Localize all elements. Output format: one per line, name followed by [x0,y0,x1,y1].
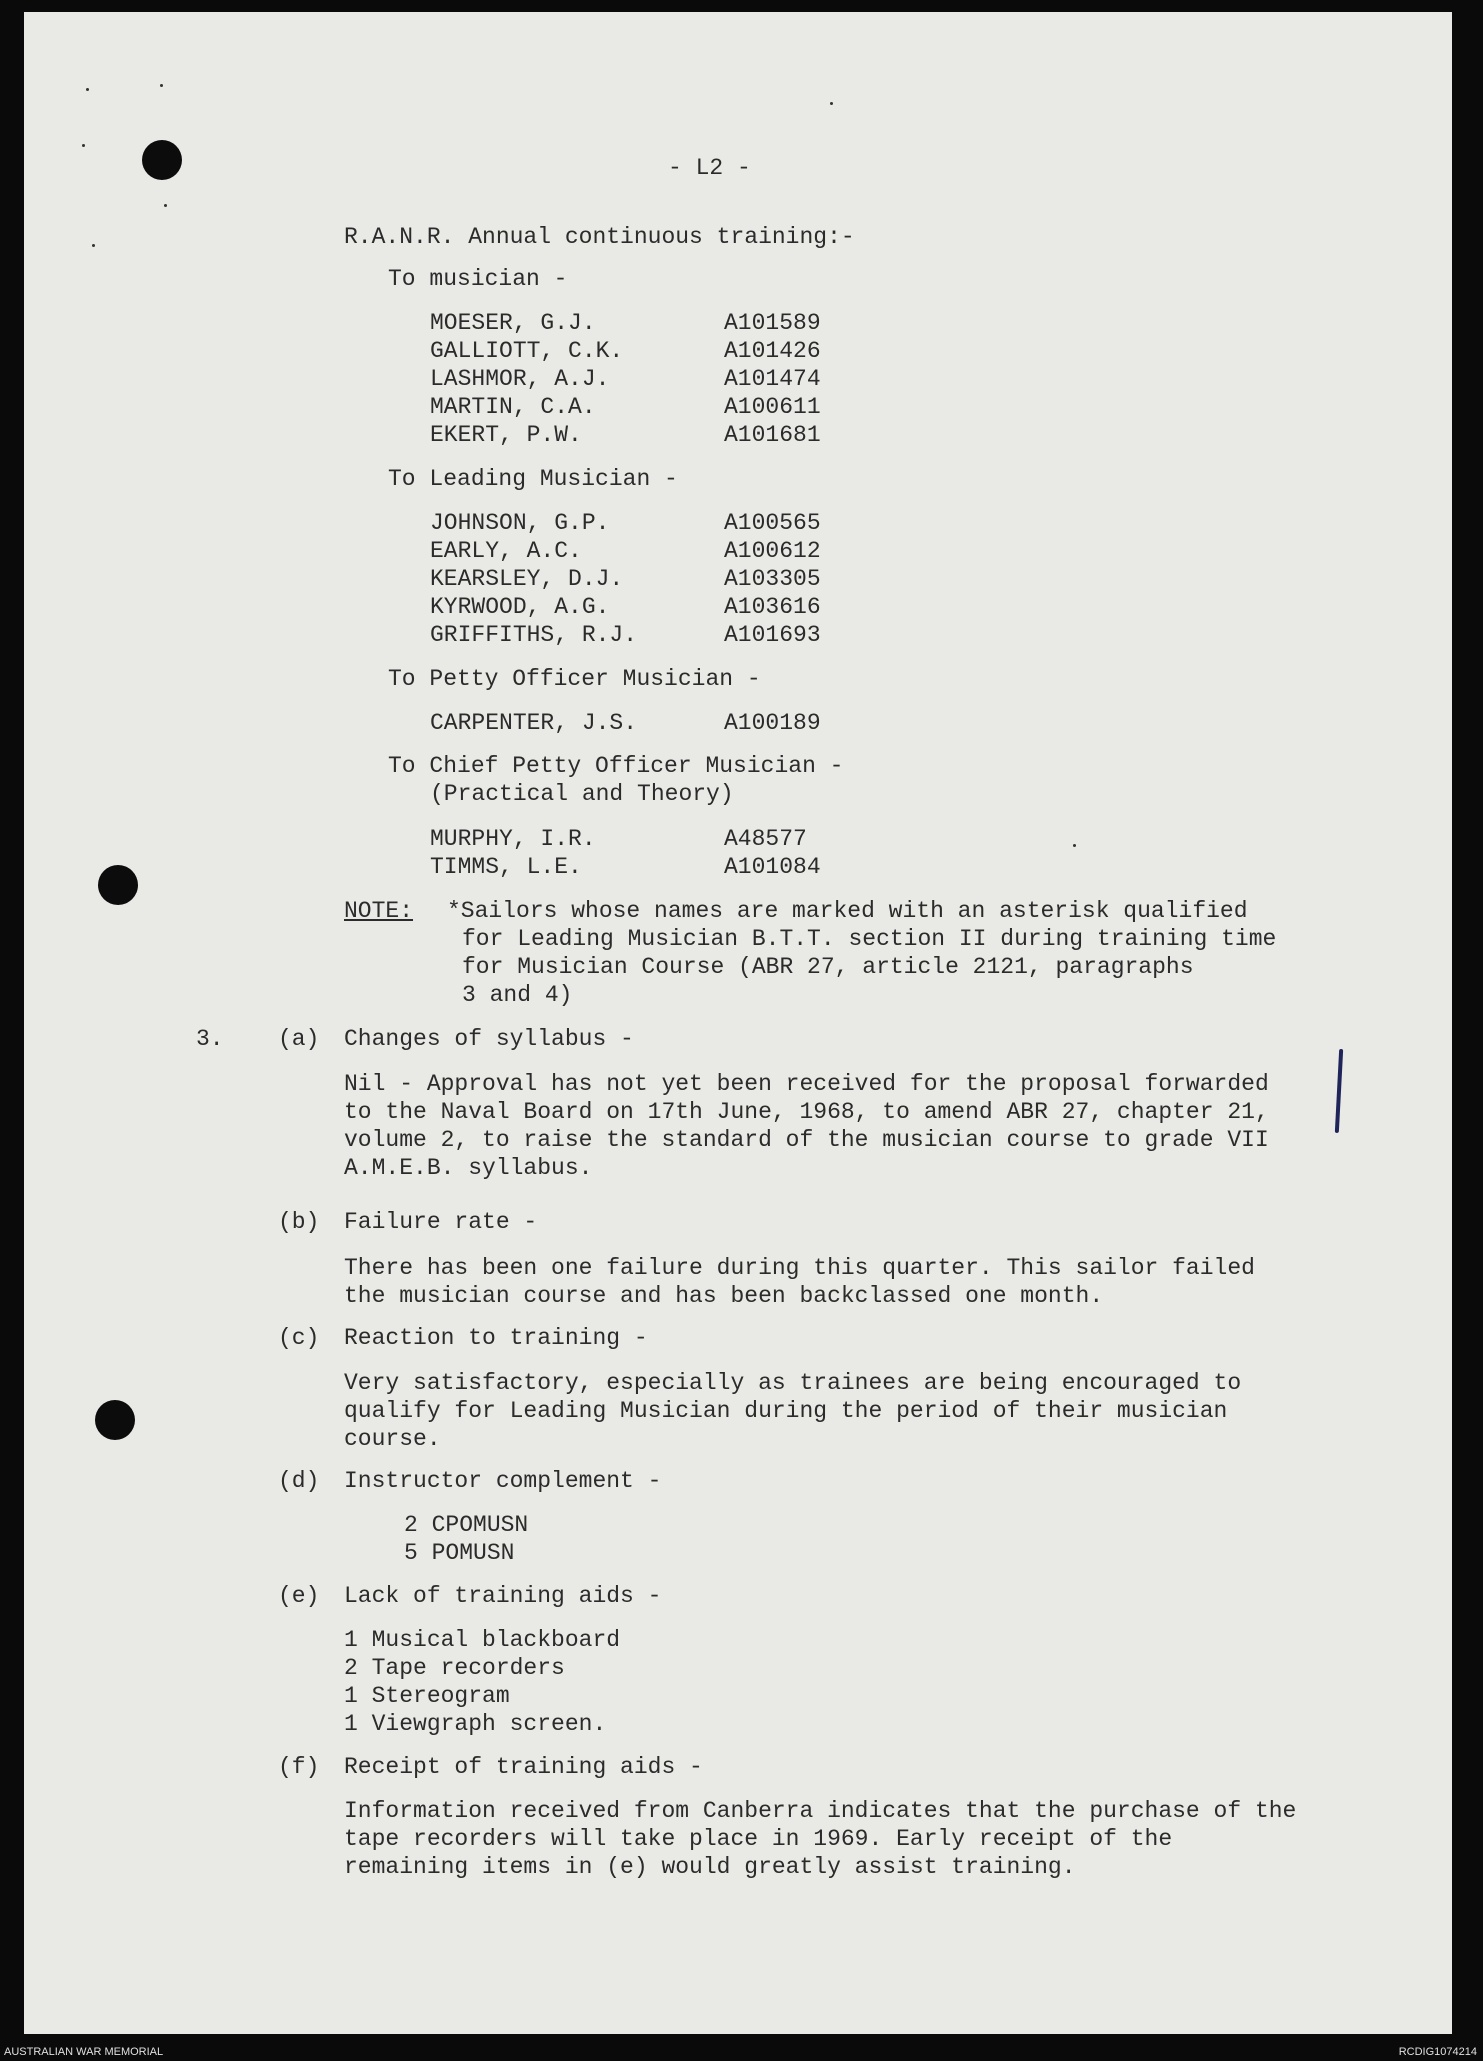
group-title: To Leading Musician - [388,466,678,492]
service-number: A101426 [724,338,821,364]
item-title: Receipt of training aids - [344,1754,703,1780]
person-name: MARTIN, C.A. [430,394,596,420]
item-line: There has been one failure during this quarter. This sailor failed [344,1255,1255,1281]
note-line: for Leading Musician B.T.T. section II during training time [462,926,1277,952]
item-line: 5 POMUSN [404,1540,515,1566]
note-line: *Sailors whose names are marked with an asterisk qualified [447,898,1248,924]
service-number: A103305 [724,566,821,592]
item-title: Instructor complement - [344,1468,662,1494]
item-line: remaining items in (e) would greatly assist training. [344,1854,1076,1880]
service-number: A101474 [724,366,821,392]
item-letter: (b) [278,1209,320,1235]
item-title: Lack of training aids - [344,1583,662,1609]
item-line: qualify for Leading Musician during the period of their musician [344,1398,1228,1424]
item-letter: (d) [278,1468,320,1494]
note-label: NOTE: [344,898,414,924]
person-name: EKERT, P.W. [430,422,582,448]
page-number: - L2 - [668,155,751,181]
document-heading: R.A.N.R. Annual continuous training:- [344,224,855,250]
service-number: A100565 [724,510,821,536]
item-line: the musician course and has been backclassed one month. [344,1283,1104,1309]
item-title: Failure rate - [344,1209,538,1235]
item-line: 2 CPOMUSN [404,1512,529,1538]
item-line: 1 Stereogram [344,1683,510,1709]
item-line: Information received from Canberra indicates that the purchase of the [344,1798,1297,1824]
person-name: EARLY, A.C. [430,538,582,564]
item-letter: (c) [278,1325,320,1351]
item-line: tape recorders will take place in 1969. Early receipt of the [344,1826,1173,1852]
item-line: 1 Musical blackboard [344,1627,621,1653]
person-name: MURPHY, I.R. [430,826,596,852]
archive-footer [0,2044,1483,2061]
item-line: course. [344,1426,441,1452]
service-number: A101589 [724,310,821,336]
item-letter: (a) [278,1026,320,1052]
service-number: A100612 [724,538,821,564]
document-page [24,12,1452,2034]
person-name: LASHMOR, A.J. [430,366,610,392]
document-text [24,12,1452,2034]
footer-item-id: RCDIG1074214 [1398,2046,1477,2058]
person-name: MOESER, G.J. [430,310,596,336]
group-title: To Chief Petty Officer Musician - [388,753,844,779]
note-line: for Musician Course (ABR 27, article 2121, paragraphs [462,954,1194,980]
service-number: A101693 [724,622,821,648]
service-number: A103616 [724,594,821,620]
footer-archive-name: AUSTRALIAN WAR MEMORIAL [4,2046,164,2058]
item-line: 2 Tape recorders [344,1655,565,1681]
group-title: To musician - [388,266,568,292]
person-name: JOHNSON, G.P. [430,510,610,536]
person-name: CARPENTER, J.S. [430,710,638,736]
person-name: KEARSLEY, D.J. [430,566,624,592]
person-name: GALLIOTT, C.K. [430,338,624,364]
item-letter: (f) [278,1754,320,1780]
service-number: A101681 [724,422,821,448]
item-line: Nil - Approval has not yet been received for the proposal forwarded [344,1071,1269,1097]
group-subtitle: (Practical and Theory) [430,781,734,807]
item-line: 1 Viewgraph screen. [344,1711,607,1737]
group-title: To Petty Officer Musician - [388,666,761,692]
note-line: 3 and 4) [462,982,573,1008]
person-name: GRIFFITHS, R.J. [430,622,638,648]
section-number: 3. [196,1026,224,1052]
item-letter: (e) [278,1583,320,1609]
service-number: A100189 [724,710,821,736]
service-number: A48577 [724,826,807,852]
item-title: Reaction to training - [344,1325,648,1351]
person-name: KYRWOOD, A.G. [430,594,610,620]
item-line: to the Naval Board on 17th June, 1968, to amend ABR 27, chapter 21, [344,1099,1269,1125]
item-title: Changes of syllabus - [344,1026,634,1052]
service-number: A100611 [724,394,821,420]
person-name: TIMMS, L.E. [430,854,582,880]
item-line: Very satisfactory, especially as trainees are being encouraged to [344,1370,1242,1396]
service-number: A101084 [724,854,821,880]
item-line: A.M.E.B. syllabus. [344,1155,593,1181]
item-line: volume 2, to raise the standard of the musician course to grade VII [344,1127,1269,1153]
